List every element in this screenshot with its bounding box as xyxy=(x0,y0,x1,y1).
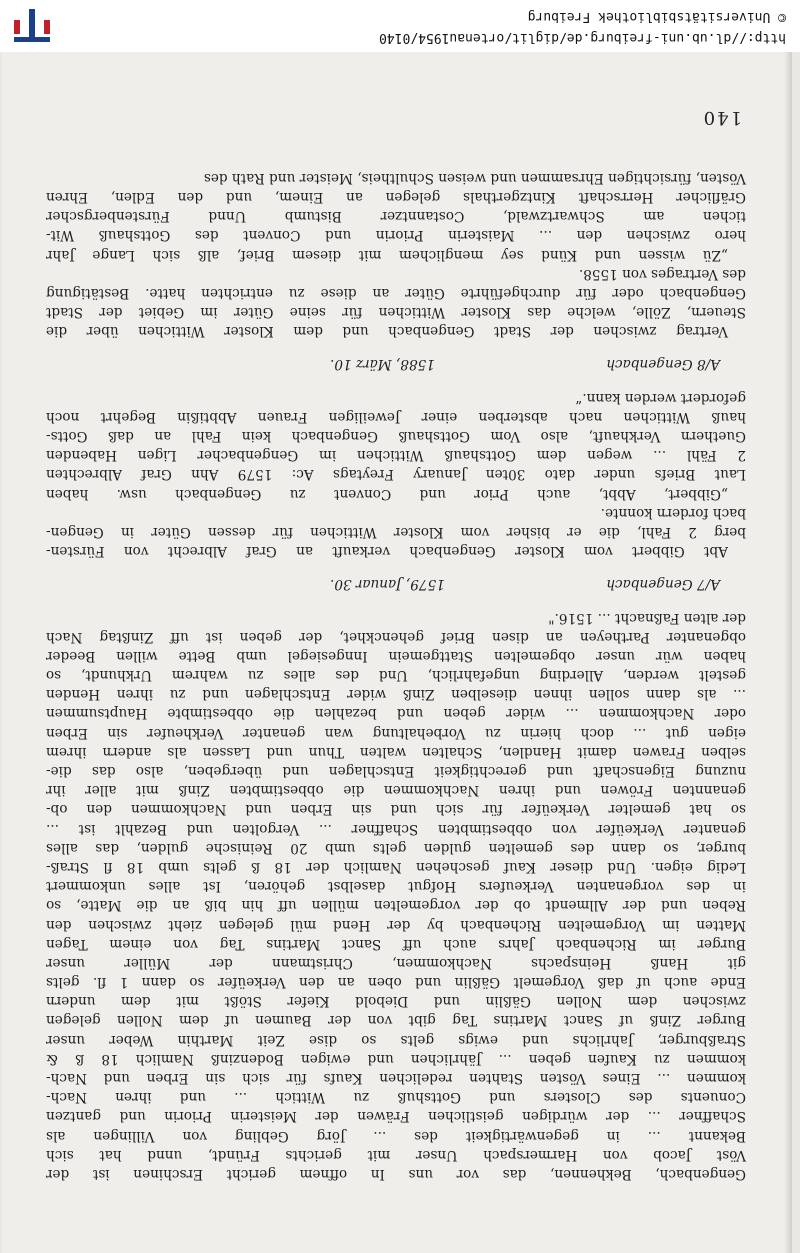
text-line: Reben und der Allmendt ob der vorgemelten müllen uff hin biß an die Matte, so xyxy=(46,897,746,914)
quote-line: Gräflicher Herrschaft Kintzgerthals gelegen an Einem, und den Edlen, Ehren xyxy=(46,189,746,205)
document-a6-text xyxy=(46,607,746,1183)
section-heading-a8 xyxy=(330,354,720,373)
summary-line: Vertrag zwischen der Stadt Gengenbach und dem Kloster Wittichen über die xyxy=(46,323,728,340)
text-line: Gengenbach, Bekhennen, das vor uns In offnem gericht Erschinen ist der xyxy=(46,1166,746,1182)
section-code: A/8 Gengenbach xyxy=(606,356,720,373)
library-credit: © Universitätsbibliothek Freiburg xyxy=(527,9,786,24)
quote-line: gefordert werden kann.“ xyxy=(575,389,746,406)
text-line: der alten Faßnacht ... 1516." xyxy=(548,609,746,626)
quote-line: 2 Fähl ... wegen dem Gottshauß Wittichen im Gengenbacher Ligen Habenden xyxy=(46,447,746,464)
text-line: Ledig eigen. Und dieser Kauf geschehen Namlich der 18 ß gelts umb 18 fl Straß- xyxy=(46,859,746,875)
page-number: 140 xyxy=(701,107,742,128)
text-line: gestelt werden, Allerding ungefahrlich, Und des alles zu wahrem Urkhundt, so xyxy=(46,667,746,684)
section-date: 1579, Januar 30. xyxy=(330,576,445,593)
text-line: ... als dann sollen ihnen dieselben Zinß wider Entschlagen und zu ihren Henden xyxy=(46,686,746,703)
text-line: Vöst Jacob von Harmerspach Unser mit gerichts Fründt, unnd hat sich xyxy=(46,1146,746,1163)
quote-line: „Gibbert, Abbt, auch Prior und Convent zu Gengenbach usw. haben xyxy=(46,485,728,502)
text-line: Bekannt ... in gegenwärtigkeit des ... Jörg Gebling von Villingen als xyxy=(46,1127,746,1144)
text-line: Burger Zinß uf Sanct Martins Tag gibt von der Baumen uf dem Nollen gelegen xyxy=(46,1012,746,1029)
document-a8-quote xyxy=(46,168,746,264)
text-line: Conuents des Closters und Gottshuß zu Wittich ... und ihren Nach- xyxy=(46,1089,746,1106)
document-a8-summary xyxy=(46,264,746,341)
document-a7-summary xyxy=(46,503,746,561)
text-line: Straßburger, Jahrlichs und ewigs gelts so dise Zeit Marthin Weber unser xyxy=(46,1031,746,1048)
text-line: kommen ... Eines Vösten Stahten redelichen Kaufs für sich sin Erben und Nach- xyxy=(46,1070,746,1087)
viewer-footer-bar xyxy=(0,0,800,52)
text-line: so hat gemelter Verkeüfer für sich und sin Erben und Nachkommen den ob- xyxy=(46,801,746,818)
text-line: Matten im Vorgemelten Richenbach by der Hend mül gelegen zieht zwischen den xyxy=(46,916,746,933)
text-line: obgenanter Partheyen an disen Brief gehenckhet, der geben ist uff Zinßtag Nach xyxy=(46,628,746,645)
quote-line: Laut Briefs under dato 30ten January Freytags Ac: 1579 Ahn Graf Albrechten xyxy=(46,466,746,483)
quote-line: Vösten, fürsichtigen Ehrsammen und weisen Schultheis, Meister und Rath des xyxy=(203,169,746,186)
text-line: selben Frawen damit Handlen, Schalten walten Thun und Lassen als andern ihrem xyxy=(46,743,746,760)
text-line: kommen zu Kaufen geben ... Jährlichen und ewigen Bodenzinß Namlich 18 ß & xyxy=(46,1050,746,1067)
source-url-link[interactable]: http://dl.ub.uni-freiburg.de/diglit/ortenau1954/0140 xyxy=(379,30,786,45)
summary-line: Gengenbach oder für durchgeführte Güter an diese zu entrichten hatte. Bestätigung xyxy=(46,284,746,301)
university-library-logo-icon xyxy=(10,6,54,48)
text-line: nuzung Eigenschaft und gerechtigkeit Entschlagen und übergeben, also das die- xyxy=(46,763,746,780)
quote-line: Guethern Verkhauft, also Vom Gottshauß Gengenbach kein Fahl an daß Gotts- xyxy=(46,428,746,445)
quote-line: hauß Wittichen nach absterben einer Jeweiligen Frauen Abbtißin Begehrt noch xyxy=(46,408,746,425)
section-code: A/7 Gengenbach xyxy=(606,576,720,593)
text-line: haben wür unser obgemelten Stattgemein Inngesiegel umb Bette willen Beeder xyxy=(46,647,746,664)
text-line: Burger im Richenbach Jahrs auch uff Sanct Martins Tag von einem Tagen xyxy=(46,935,746,952)
section-date: 1588, März 10. xyxy=(330,356,435,373)
text-line: Ende auch uf daß Vorgemelt Gäßlin und oben an den Verkeüfer so dann 1 fl. gelts xyxy=(46,974,746,991)
summary-line: des Vertrages von 1558. xyxy=(578,265,746,282)
text-line: git Hanß Heinspachs Nachkommen, Christmann der Müller unser xyxy=(46,954,746,971)
text-line: Schaffner ... der würdigen geistlichen Fräwen der Meisterin Priorin und gantzen xyxy=(46,1108,746,1125)
quote-line: hero zwischen den ... Maisterin Priorin und Convent des Gottshauß Wit- xyxy=(46,227,746,244)
text-line: genanter Verkeüfer von obbestimbten Schaffner ... Vergolten und Bezahlt ist ... xyxy=(46,820,746,837)
page-gutter-shadow xyxy=(784,52,792,1253)
text-line: burger, so dann des gemelten gulden gelts umb 20 Reinische gulden, das alles xyxy=(46,839,746,856)
text-line: oder Nachkommen ... wider geben und bezahlen die obbestimbte Hauptsummen xyxy=(46,705,746,722)
quote-line: „Zü wissen und Künd sey menglichem mit diesem Brief, alß sich Lange Jahr xyxy=(46,246,728,263)
text-line: eigen gut ... doch hierin zu Vorbehaltung wan genanter Verkheufer sin Erben xyxy=(46,724,746,741)
document-a7-quote xyxy=(46,388,746,503)
section-heading-a7 xyxy=(330,574,720,593)
summary-line: Steuern, Zölle, welche das Kloster Wittichen für seine Güter im Gebiet der Stadt xyxy=(46,304,746,321)
page-text-body xyxy=(46,168,746,1183)
summary-line: Abt Gibbert vom Kloster Gengenbach verkauft an Graf Albrecht von Fürsten- xyxy=(46,543,728,560)
summary-line: bach fordern konnte. xyxy=(600,504,746,521)
quote-line: tichen am Schwartzwald, Costanntzer Bistumb Unnd Fürstenbergscher xyxy=(46,208,746,225)
text-line: in des vorgenanten Verkeufers Hofgut daselbst gehören, Ist alles unkommert xyxy=(46,878,746,895)
scanned-page xyxy=(2,52,792,1253)
text-line: zwischen dem Nollen Gäßlin und Diebold Kiefer Stößt mit dem undern xyxy=(46,993,746,1010)
text-line: genannten Fröwen und ihren Nachkommen die obbestimbten Zinß mit aller ihr xyxy=(46,782,746,799)
summary-line: berg 2 Fahl, die er bisher vom Kloster Wittichen für dessen Güter in Gengen- xyxy=(46,524,746,540)
